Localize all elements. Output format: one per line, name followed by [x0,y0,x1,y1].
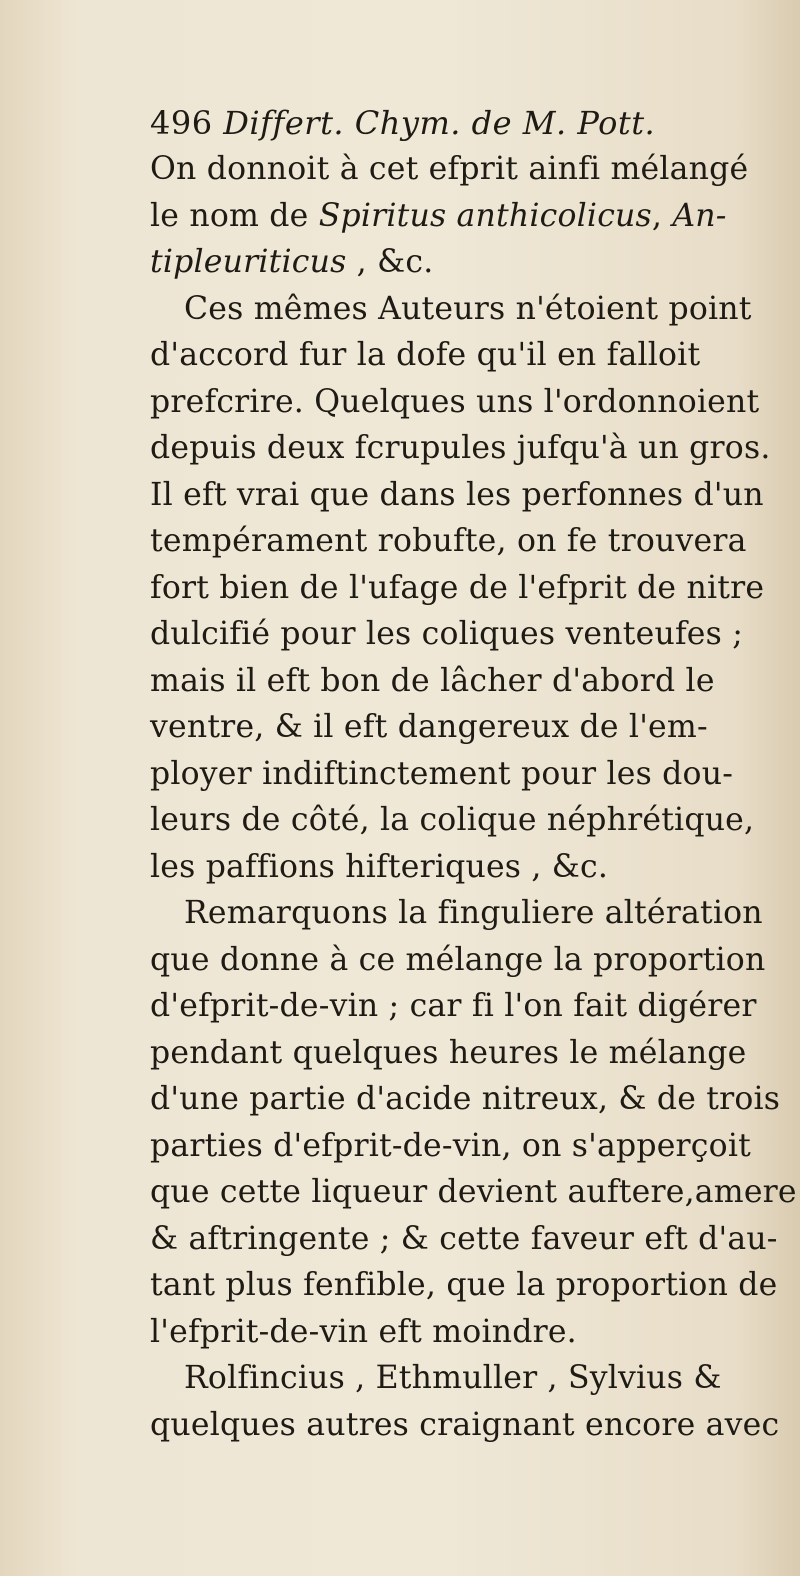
text-line: prefcrire. Quelques uns l'ordonnoient [150,383,760,420]
paragraph-start-line: Ces mêmes Auteurs n'étoient point [184,290,752,327]
running-title: Differt. Chym. de M. Pott. [223,104,656,142]
text-line: tempérament robufte, on fe trouvera [150,523,747,559]
text-line: que cette liqueur devient auftere,amere [150,1174,797,1210]
text-line: d'une partie d'acide nitreux, & de trois [150,1081,781,1117]
text-span: , [651,197,673,234]
italic-span: Spiritus anthicolicus [318,197,652,234]
text-line: depuis deux fcrupules jufqu'à un gros. [150,430,771,466]
text-line: leurs de côté, la colique néphrétique, [150,802,755,838]
text-line: l'efprit-de-vin eft moindre. [150,1313,577,1350]
running-header [150,100,790,146]
italic-span: tipleuriticus [150,244,347,280]
text-line: quelques autres craignant encore avec [150,1406,780,1443]
text-line: Il eft vrai que dans les perfonnes d'un [150,476,764,513]
text-line: tant plus fenfible, que la proportion de [150,1267,778,1303]
text-line: fort bien de l'ufage de l'efprit de nitre [150,569,765,606]
text-line [150,239,790,286]
text-line: mais il eft bon de lâcher d'abord le [150,662,715,699]
text-line: les paffions hifteriques , &c. [150,848,609,885]
italic-span: An- [672,197,727,234]
text-line: d'efprit-de-vin ; car fi l'on fait digérer [150,988,757,1024]
text-line: ventre, & il eft dangereux de l'em- [150,709,708,745]
text-line: & aftringente ; & cette faveur eft d'au- [150,1220,778,1257]
text-line [150,193,790,240]
text-line: pendant quelques heures le mélange [150,1034,747,1071]
page-text [150,100,797,1448]
text-line: On donnoit à cet efprit ainfi mélangé [150,151,749,187]
text-line: dulcifié pour les coliques venteufes ; [150,616,744,652]
text-line: parties d'efprit-de-vin, on s'apperçoit [150,1127,751,1164]
text-line: ployer indiftinctement pour les dou- [150,755,734,792]
paragraph-start-line: Remarquons la finguliere altération [184,895,763,931]
text-line: d'accord fur la dofe qu'il en falloit [150,337,701,373]
paragraph-start-line: Rolfincius , Ethmuller , Sylvius & [184,1360,722,1396]
text-line: que donne à ce mélange la proportion [150,941,766,978]
text-span: , &c. [346,244,434,280]
page-number: 496 [150,104,213,142]
text-span: le nom de [150,197,319,234]
